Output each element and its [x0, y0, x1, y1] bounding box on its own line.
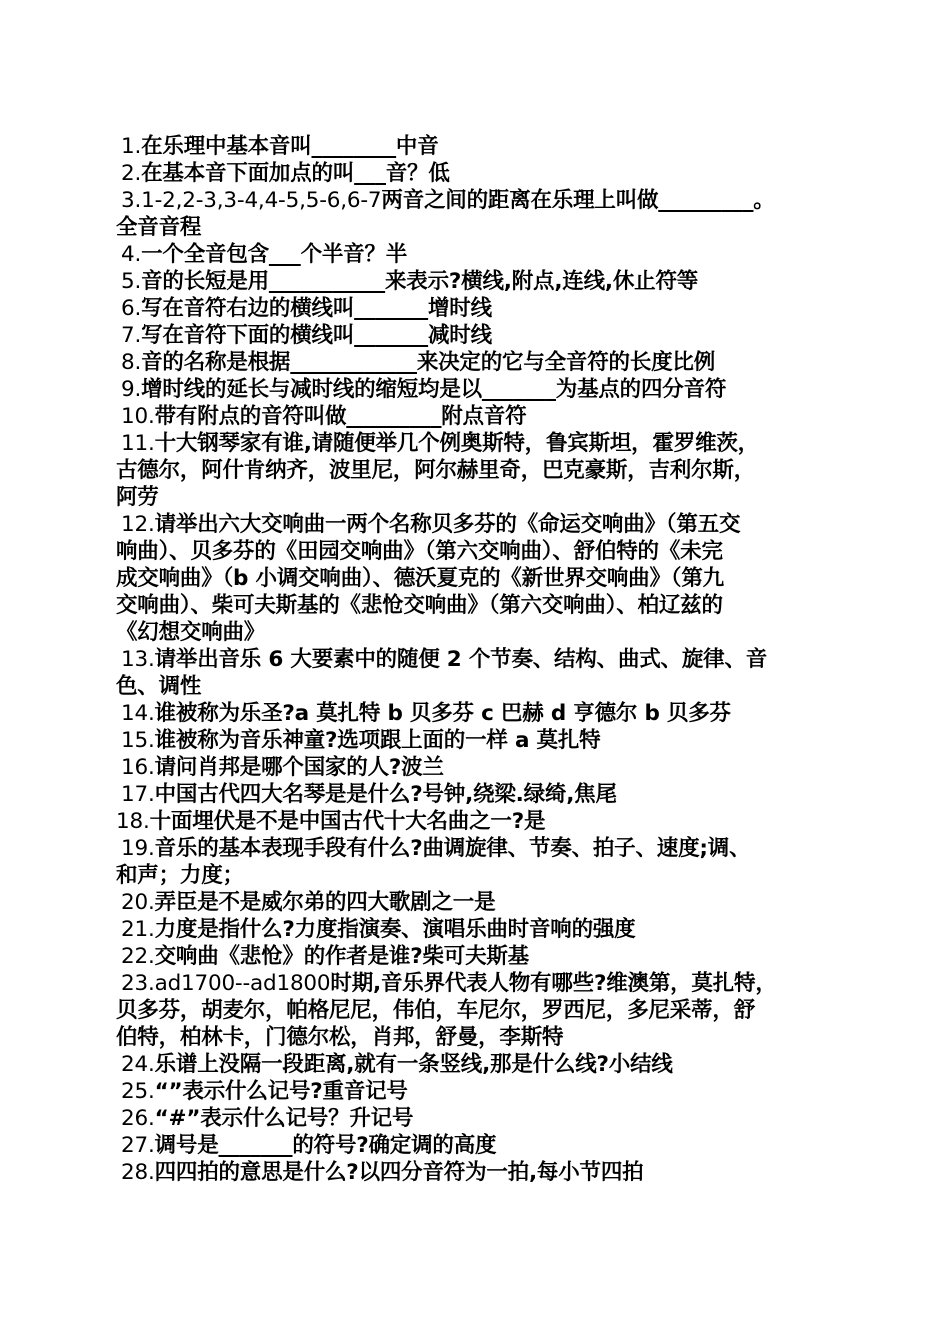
- text-line: 全音音程: [116, 215, 202, 240]
- text-line: 23.ad1700--ad1800时期,音乐界代表人物有哪些?维澳第，莫扎特，: [121, 971, 777, 996]
- text-line: 成交响曲》（b 小调交响曲）、德沃夏克的《新世界交响曲》（第九: [116, 566, 724, 591]
- text-line: 16.请问肖邦是哪个国家的人?波兰: [121, 755, 444, 780]
- text-line: 18.十面埋伏是不是中国古代十大名曲之一?是: [116, 809, 546, 834]
- text-line: 22.交响曲《悲怆》的作者是谁?柴可夫斯基: [121, 944, 529, 969]
- text-line: 10.带有附点的音符叫做_________附点音符: [121, 404, 527, 429]
- text-line: 24.乐谱上没隔一段距离,就有一条竖线,那是什么线?小结线: [121, 1052, 673, 1077]
- text-line: 4.一个全音包含___个半音？半: [121, 242, 408, 267]
- text-line: 21.力度是指什么?力度指演奏、演唱乐曲时音响的强度: [121, 917, 636, 942]
- text-line: 5.音的长短是用___________来表示?横线,附点,连线,休止符等: [121, 269, 699, 294]
- text-line: 11.十大钢琴家有谁,请随便举几个例奥斯特，鲁宾斯坦，霍罗维茨，: [121, 431, 759, 456]
- text-line: 2.在基本音下面加点的叫___音？低: [121, 161, 450, 186]
- text-line: 26.“#”表示什么记号？升记号: [121, 1106, 414, 1131]
- text-line: 3.1-2,2-3,3-4,4-5,5-6,6-7两音之间的距离在乐理上叫做_________。: [121, 188, 775, 213]
- text-line: 阿劳: [116, 485, 159, 510]
- text-line: 15.谁被称为音乐神童?选项跟上面的一样 a 莫扎特: [121, 728, 601, 753]
- text-line: 8.音的名称是根据____________来决定的它与全音符的长度比例: [121, 350, 716, 375]
- text-line: 7.写在音符下面的横线叫_______减时线: [121, 323, 492, 348]
- text-line: 响曲）、贝多芬的《田园交响曲》（第六交响曲）、舒伯特的《未完: [116, 539, 723, 564]
- text-line: 色、调性: [116, 674, 202, 699]
- text-line: 25.“”表示什么记号?重音记号: [121, 1079, 408, 1104]
- text-line: 贝多芬，胡麦尔，帕格尼尼，伟伯，车尼尔，罗西尼，多尼采蒂，舒: [116, 998, 756, 1023]
- text-line: 27.调号是_______的符号?确定调的高度: [121, 1133, 497, 1158]
- quiz-text: [116, 133, 834, 1186]
- text-line: 古德尔，阿什肯纳齐，波里尼，阿尔赫里奇，巴克豪斯，吉利尔斯，: [116, 458, 756, 483]
- text-line: 14.谁被称为乐圣?a 莫扎特 b 贝多芬 c 巴赫 d 亨德尔 b 贝多芬: [121, 701, 731, 726]
- text-line: 《幻想交响曲》: [116, 620, 266, 645]
- text-line: 9.增时线的延长与减时线的缩短均是以_______为基点的四分音符: [121, 377, 727, 402]
- text-line: 伯特，柏林卡，门德尔松，肖邦，舒曼，李斯特: [116, 1025, 564, 1050]
- text-line: 19.音乐的基本表现手段有什么?曲调旋律、节奏、拍子、速度;调、: [121, 836, 751, 861]
- text-line: 交响曲）、柴可夫斯基的《悲怆交响曲》（第六交响曲）、柏辽兹的: [116, 593, 723, 618]
- text-line: 1.在乐理中基本音叫________中音: [121, 134, 439, 159]
- text-line: 12.请举出六大交响曲一两个名称贝多芬的《命运交响曲》（第五交: [121, 512, 741, 537]
- text-line: 和声；力度；: [116, 863, 244, 888]
- text-line: 28.四四拍的意思是什么?以四分音符为一拍,每小节四拍: [121, 1160, 644, 1185]
- text-line: 6.写在音符右边的横线叫_______增时线: [121, 296, 492, 321]
- text-line: 13.请举出音乐 6 大要素中的随便 2 个节奏、结构、曲式、旋律、音: [121, 647, 768, 672]
- text-line: 17.中国古代四大名琴是是什么?号钟,绕梁.绿绮,焦尾: [121, 782, 617, 807]
- text-line: 20.弄臣是不是威尔弟的四大歌剧之一是: [121, 890, 496, 915]
